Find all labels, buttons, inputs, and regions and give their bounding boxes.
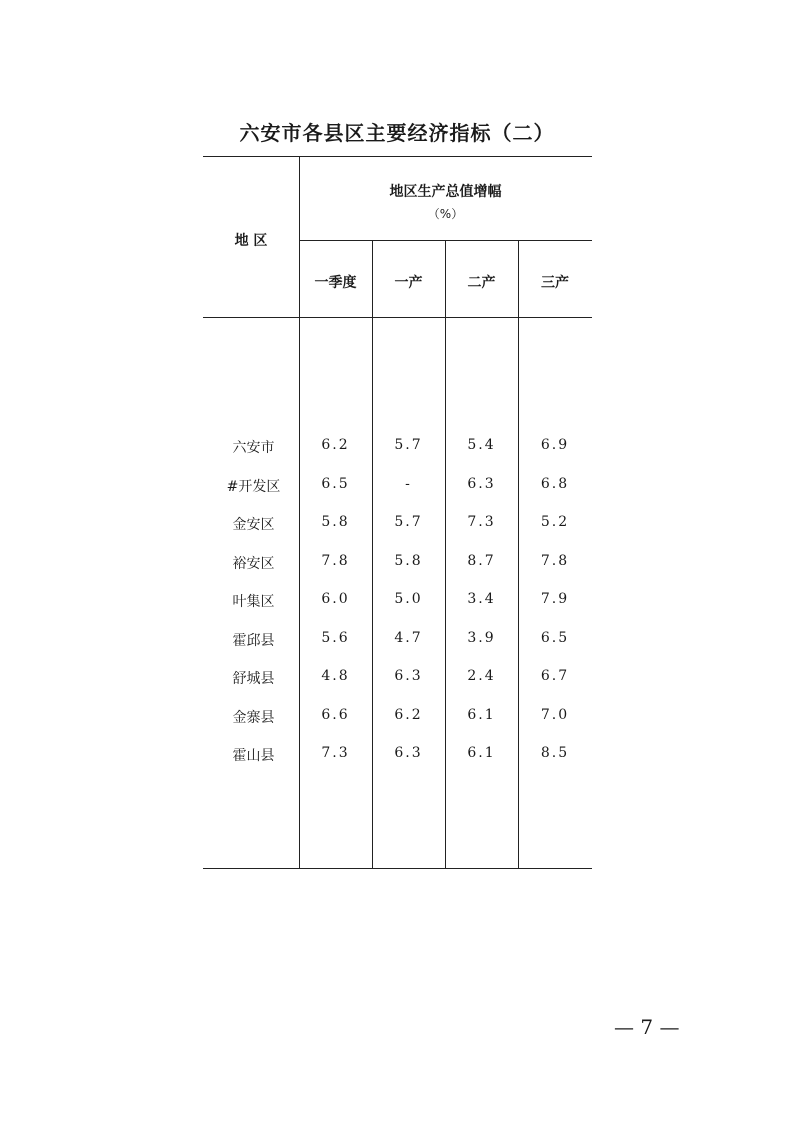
table-cell: 6.0 xyxy=(321,591,350,607)
group-header: 地区生产总值增幅 xyxy=(389,184,502,200)
column-header-tertiary: 三产 xyxy=(541,275,569,291)
header-bottom-rule xyxy=(203,317,592,318)
table-cell: 4.7 xyxy=(394,630,423,646)
table-cell: 7.9 xyxy=(540,591,570,607)
page-number: — 7 — xyxy=(614,1015,680,1039)
table-cell: 6.9 xyxy=(540,437,570,453)
table-cell: 5.4 xyxy=(467,437,496,453)
table-cell: 8.7 xyxy=(467,553,496,569)
table-cell: 5.7 xyxy=(394,437,423,453)
region-column-divider xyxy=(299,156,300,868)
table-cell: 6.3 xyxy=(394,745,423,761)
table-cell: 6.2 xyxy=(321,437,350,453)
table-cell: 5.6 xyxy=(321,630,350,646)
table-cell: 7.3 xyxy=(467,514,496,530)
group-unit: （%） xyxy=(427,207,464,221)
row-region-label: 金安区 xyxy=(232,517,275,533)
row-region-label: 裕安区 xyxy=(232,556,275,572)
top-rule xyxy=(203,156,592,157)
row-region-label: #开发区 xyxy=(226,479,281,495)
table-cell: 5.0 xyxy=(394,591,423,607)
row-region-label: 叶集区 xyxy=(232,594,275,610)
table-cell: 6.6 xyxy=(321,707,350,723)
table-cell: 8.5 xyxy=(540,745,570,761)
table-title: 六安市各县区主要经济指标（二） xyxy=(239,121,555,145)
table-cell: 3.9 xyxy=(467,630,496,646)
row-region-label: 霍邱县 xyxy=(232,633,275,649)
row-region-label: 霍山县 xyxy=(232,748,275,764)
row-region-label: 金寨县 xyxy=(232,710,275,726)
row-region-label: 六安市 xyxy=(232,440,275,456)
table-cell: 6.3 xyxy=(394,668,423,684)
table-cell: 4.8 xyxy=(321,668,350,684)
table-cell: 5.7 xyxy=(394,514,423,530)
table-cell: 7.3 xyxy=(321,745,350,761)
row-region-label: 舒城县 xyxy=(232,671,275,687)
table-cell: 5.8 xyxy=(394,553,423,569)
table-cell: 6.3 xyxy=(467,476,496,492)
table-cell: 6.5 xyxy=(540,630,570,646)
table-cell: 6.7 xyxy=(540,668,570,684)
table-cell: 6.1 xyxy=(467,745,496,761)
table-cell: 7.8 xyxy=(540,553,570,569)
table-cell: 6.8 xyxy=(540,476,570,492)
table-cell: - xyxy=(405,476,412,492)
table-cell: 6.2 xyxy=(394,707,423,723)
table-cell: 3.4 xyxy=(467,591,496,607)
table-cell: 7.8 xyxy=(321,553,350,569)
table-cell: 7.0 xyxy=(540,707,570,723)
region-header: 地 区 xyxy=(234,233,268,249)
table-cell: 5.8 xyxy=(321,514,350,530)
column-header-secondary: 二产 xyxy=(467,275,496,291)
table-cell: 5.2 xyxy=(540,514,570,530)
bottom-rule xyxy=(203,868,592,869)
table-cell: 6.5 xyxy=(321,476,350,492)
table-cell: 6.1 xyxy=(467,707,496,723)
table-cell: 2.4 xyxy=(467,668,496,684)
column-header-primary: 一产 xyxy=(394,275,423,291)
column-header-q1: 一季度 xyxy=(314,275,357,291)
